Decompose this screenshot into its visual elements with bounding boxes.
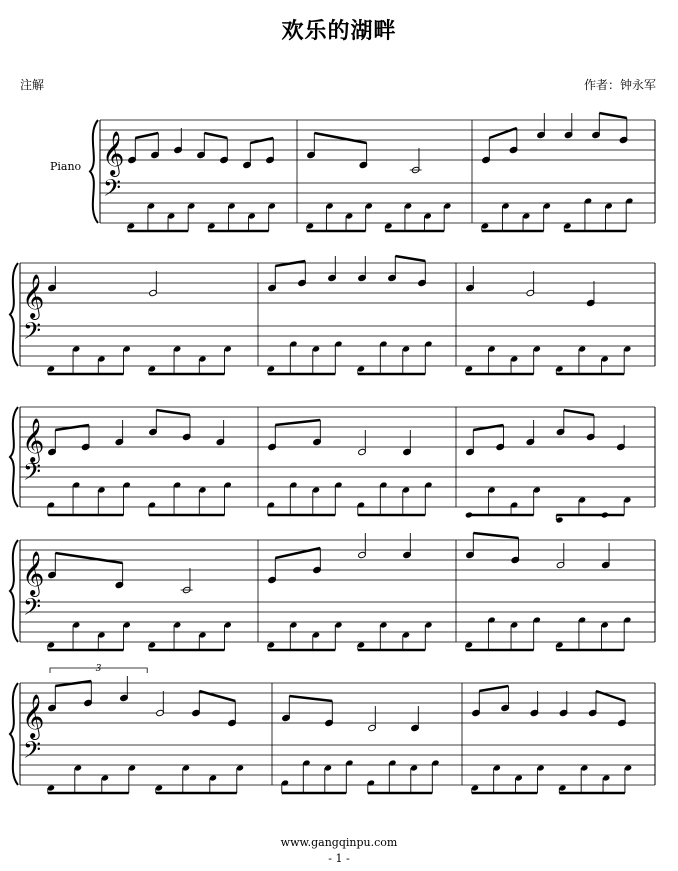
tuplet-number: 3 <box>95 664 102 674</box>
note-beam <box>564 410 594 415</box>
note-beam <box>275 420 320 425</box>
note-beam <box>479 686 508 691</box>
note-beam <box>55 425 89 430</box>
system-3 <box>10 407 655 524</box>
piano-brace-icon <box>10 540 18 642</box>
piano-brace-icon <box>10 407 18 507</box>
note-beam <box>199 691 235 701</box>
bass-clef-icon: 𝄢 <box>23 317 42 350</box>
note-beam <box>599 113 627 118</box>
piano-brace-icon <box>10 683 18 785</box>
note-beam <box>156 410 190 415</box>
note-beam <box>473 533 518 538</box>
bass-clef-icon: 𝄢 <box>23 593 42 626</box>
bass-clef-icon: 𝄢 <box>23 736 42 769</box>
piano-brace-icon <box>90 120 98 223</box>
treble-clef-icon: 𝄞 <box>22 418 45 462</box>
note-beam <box>395 256 425 261</box>
page-number: - 1 - <box>328 852 350 865</box>
composer-credit: 作者：钟永军 <box>583 78 656 92</box>
annotation-label: 注解 <box>20 78 45 92</box>
note-beam <box>289 696 332 701</box>
note-beam <box>275 548 320 558</box>
note-beam <box>250 138 273 143</box>
piano-brace-icon <box>10 263 18 366</box>
page-title: 欢乐的湖畔 <box>281 19 397 44</box>
system-2 <box>10 256 655 374</box>
note-beam <box>314 133 366 143</box>
note-beam <box>473 425 503 430</box>
note-beam <box>55 681 91 686</box>
system-1 <box>90 113 655 231</box>
note-beam <box>596 691 625 701</box>
bass-clef-icon: 𝄢 <box>23 458 42 491</box>
treble-clef-icon: 𝄞 <box>102 131 125 175</box>
note-beam <box>135 133 158 138</box>
treble-clef-icon: 𝄞 <box>22 551 45 595</box>
note-beam <box>275 261 305 266</box>
bass-clef-icon: 𝄢 <box>103 174 122 207</box>
note-beam <box>204 133 227 138</box>
footer-url: www.gangqinpu.com <box>280 836 398 849</box>
note-beam <box>55 553 122 563</box>
system-5 <box>10 664 655 793</box>
note-beam <box>489 128 517 138</box>
treble-clef-icon: 𝄞 <box>22 694 45 738</box>
treble-clef-icon: 𝄞 <box>22 274 45 318</box>
system-4 <box>10 533 655 650</box>
instrument-label: Piano <box>50 160 82 173</box>
